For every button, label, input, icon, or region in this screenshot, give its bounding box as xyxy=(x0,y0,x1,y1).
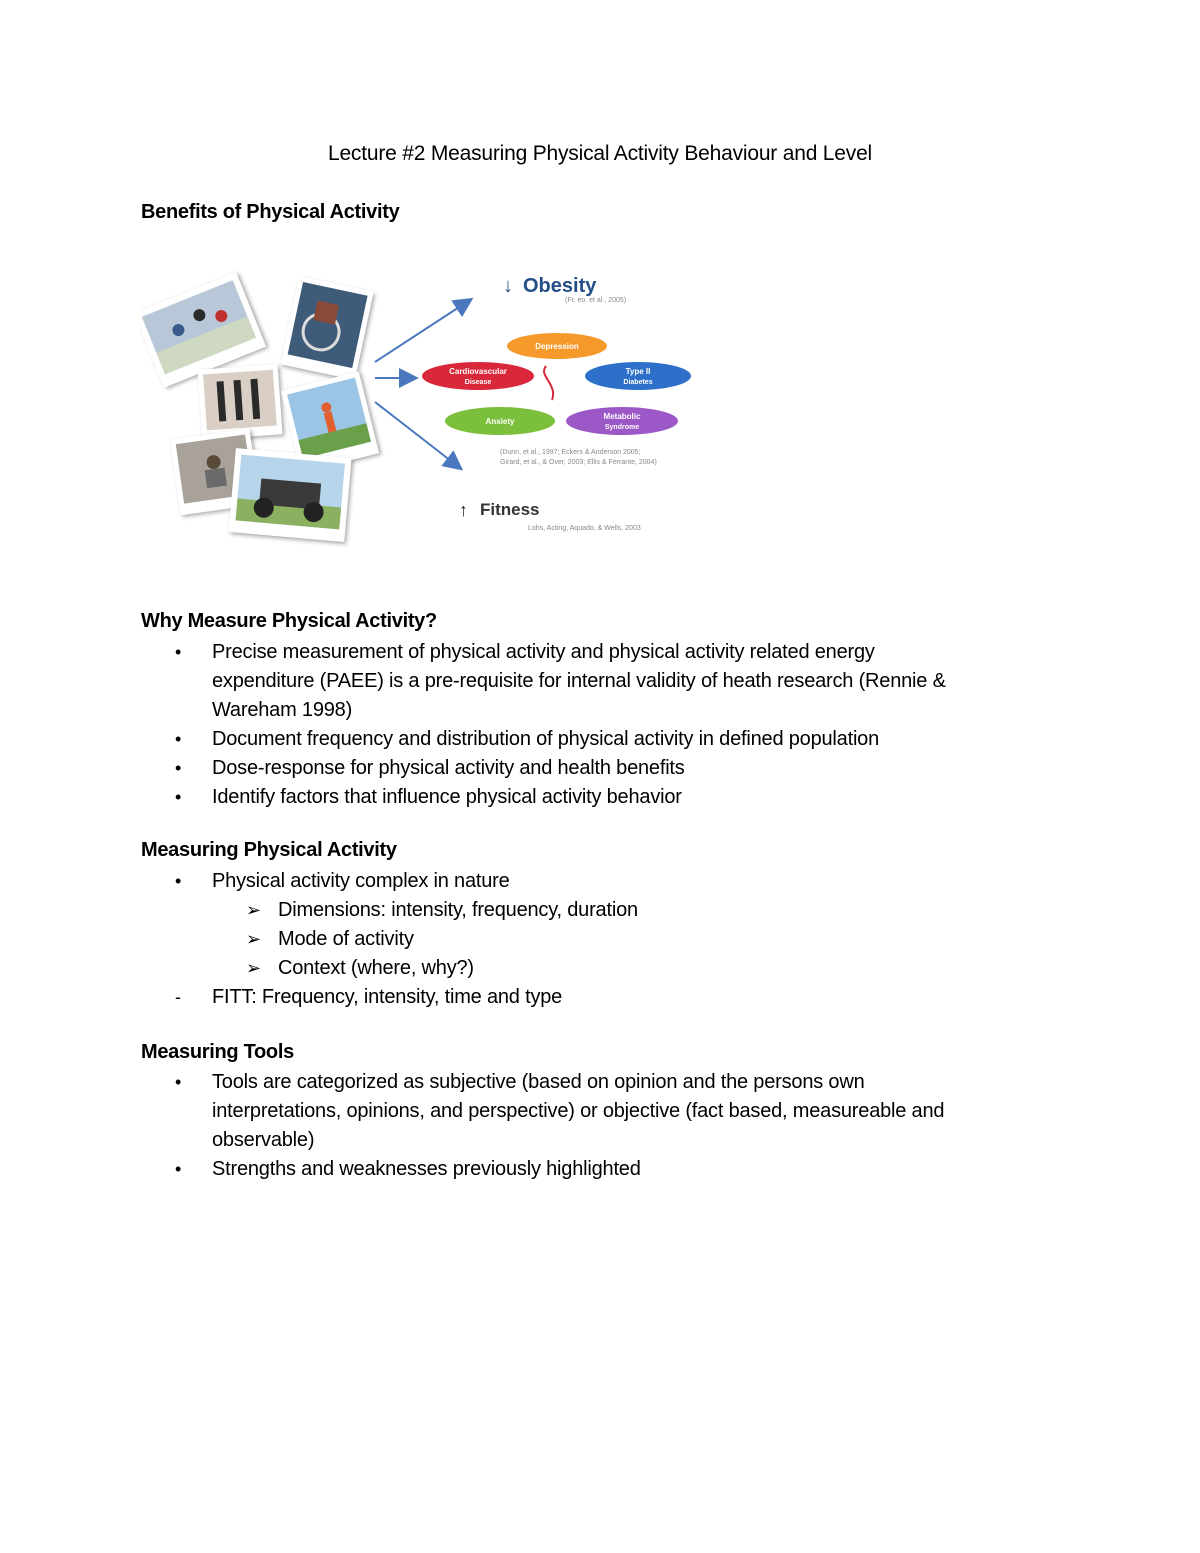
node-depression xyxy=(507,333,607,359)
obesity-citation: (Fr. eo. et al., 2005) xyxy=(565,297,627,304)
dash-marker: - xyxy=(175,987,181,1007)
bullet-marker: • xyxy=(175,758,182,778)
list-item-continuation: observable) xyxy=(212,1129,315,1151)
fitness-label: Fitness xyxy=(480,500,540,519)
list-item-continuation: expenditure (PAEE) is a pre-requisite for internal validity of heath research (Rennie & xyxy=(212,670,946,692)
node-cardiovascular-disease xyxy=(422,362,534,390)
photo-atv xyxy=(229,448,352,542)
list-item-continuation: interpretations, opinions, and perspective) or objective (fact based, measureable and xyxy=(212,1100,945,1122)
photo-dancers xyxy=(198,364,283,439)
sub-list-item: ➢ Context (where, why?) xyxy=(141,954,1041,983)
disease-citation-line2: Girard, et al., & Over, 2003; Ellis & Ferrante, 2004) xyxy=(500,459,657,466)
list-item: • Tools are categorized as subjective (based on opinion and the persons own xyxy=(141,1068,1041,1097)
arrow-bullet-icon: ➢ xyxy=(246,900,261,920)
measuring-pa-list xyxy=(141,867,1041,1012)
fitness-citation: Lohs, Acting, Aquado, & Wells, 2003 xyxy=(528,525,641,532)
list-item: - FITT: Frequency, intensity, time and type xyxy=(141,983,1041,1012)
curved-arrow xyxy=(544,366,553,400)
list-item: • Identify factors that influence physical activity behavior xyxy=(141,783,1041,812)
heading-why-measure: Why Measure Physical Activity? xyxy=(141,610,437,632)
node-metabolic-syndrome xyxy=(566,407,678,435)
obesity-label: Obesity xyxy=(523,275,597,297)
disease-citation-line1: (Dunn, et al., 1997; Eckers & Anderson 2005; xyxy=(500,449,641,456)
photo-collage xyxy=(140,272,379,542)
up-arrow-icon: ↑ xyxy=(459,500,468,520)
bullet-marker: • xyxy=(175,1072,182,1092)
benefits-figure xyxy=(140,262,700,562)
heading-measuring-pa: Measuring Physical Activity xyxy=(141,839,397,861)
arrow-bullet-icon: ➢ xyxy=(246,958,261,978)
sub-list-item: ➢ Mode of activity xyxy=(141,925,1041,954)
list-item: • Strengths and weaknesses previously highlighted xyxy=(141,1155,1041,1184)
arrow-to-obesity xyxy=(375,300,470,362)
heading-measuring-tools: Measuring Tools xyxy=(141,1041,294,1063)
photo-cyclist xyxy=(280,276,373,380)
arrow-bullet-icon: ➢ xyxy=(246,929,261,949)
page-title: Lecture #2 Measuring Physical Activity Behaviour and Level xyxy=(327,142,873,165)
list-item: • Dose-response for physical activity and health benefits xyxy=(141,754,1041,783)
bullet-marker: • xyxy=(175,1159,182,1179)
svg-text:Diabetes: Diabetes xyxy=(623,379,653,386)
node-anxiety xyxy=(445,407,555,435)
sub-list-item: ➢ Dimensions: intensity, frequency, duration xyxy=(141,896,1041,925)
measuring-tools-list xyxy=(141,1068,1041,1184)
node-type2-diabetes xyxy=(585,362,691,390)
svg-text:Type II: Type II xyxy=(625,367,651,376)
why-measure-list xyxy=(141,638,1041,812)
list-item: • Precise measurement of physical activity and physical activity related energy xyxy=(141,638,1041,667)
svg-text:Cardiovascular: Cardiovascular xyxy=(449,367,507,376)
arrow-to-fitness xyxy=(375,402,460,468)
svg-text:Metabolic: Metabolic xyxy=(603,412,641,421)
svg-text:Depression: Depression xyxy=(535,342,579,351)
heading-benefits: Benefits of Physical Activity xyxy=(141,201,400,223)
benefits-diagram xyxy=(140,262,700,562)
bullet-marker: • xyxy=(175,871,182,891)
svg-text:Syndrome: Syndrome xyxy=(604,424,640,431)
bullet-marker: • xyxy=(175,787,182,807)
svg-text:Disease: Disease xyxy=(464,379,492,386)
list-item-continuation: Wareham 1998) xyxy=(212,699,353,721)
bullet-marker: • xyxy=(175,642,182,662)
bullet-marker: • xyxy=(175,729,182,749)
svg-text:Anxiety: Anxiety xyxy=(485,417,515,426)
list-item: • Document frequency and distribution of physical activity in defined population xyxy=(141,725,1041,754)
list-item: • Physical activity complex in nature xyxy=(141,867,1041,896)
down-arrow-icon: ↓ xyxy=(503,275,513,297)
